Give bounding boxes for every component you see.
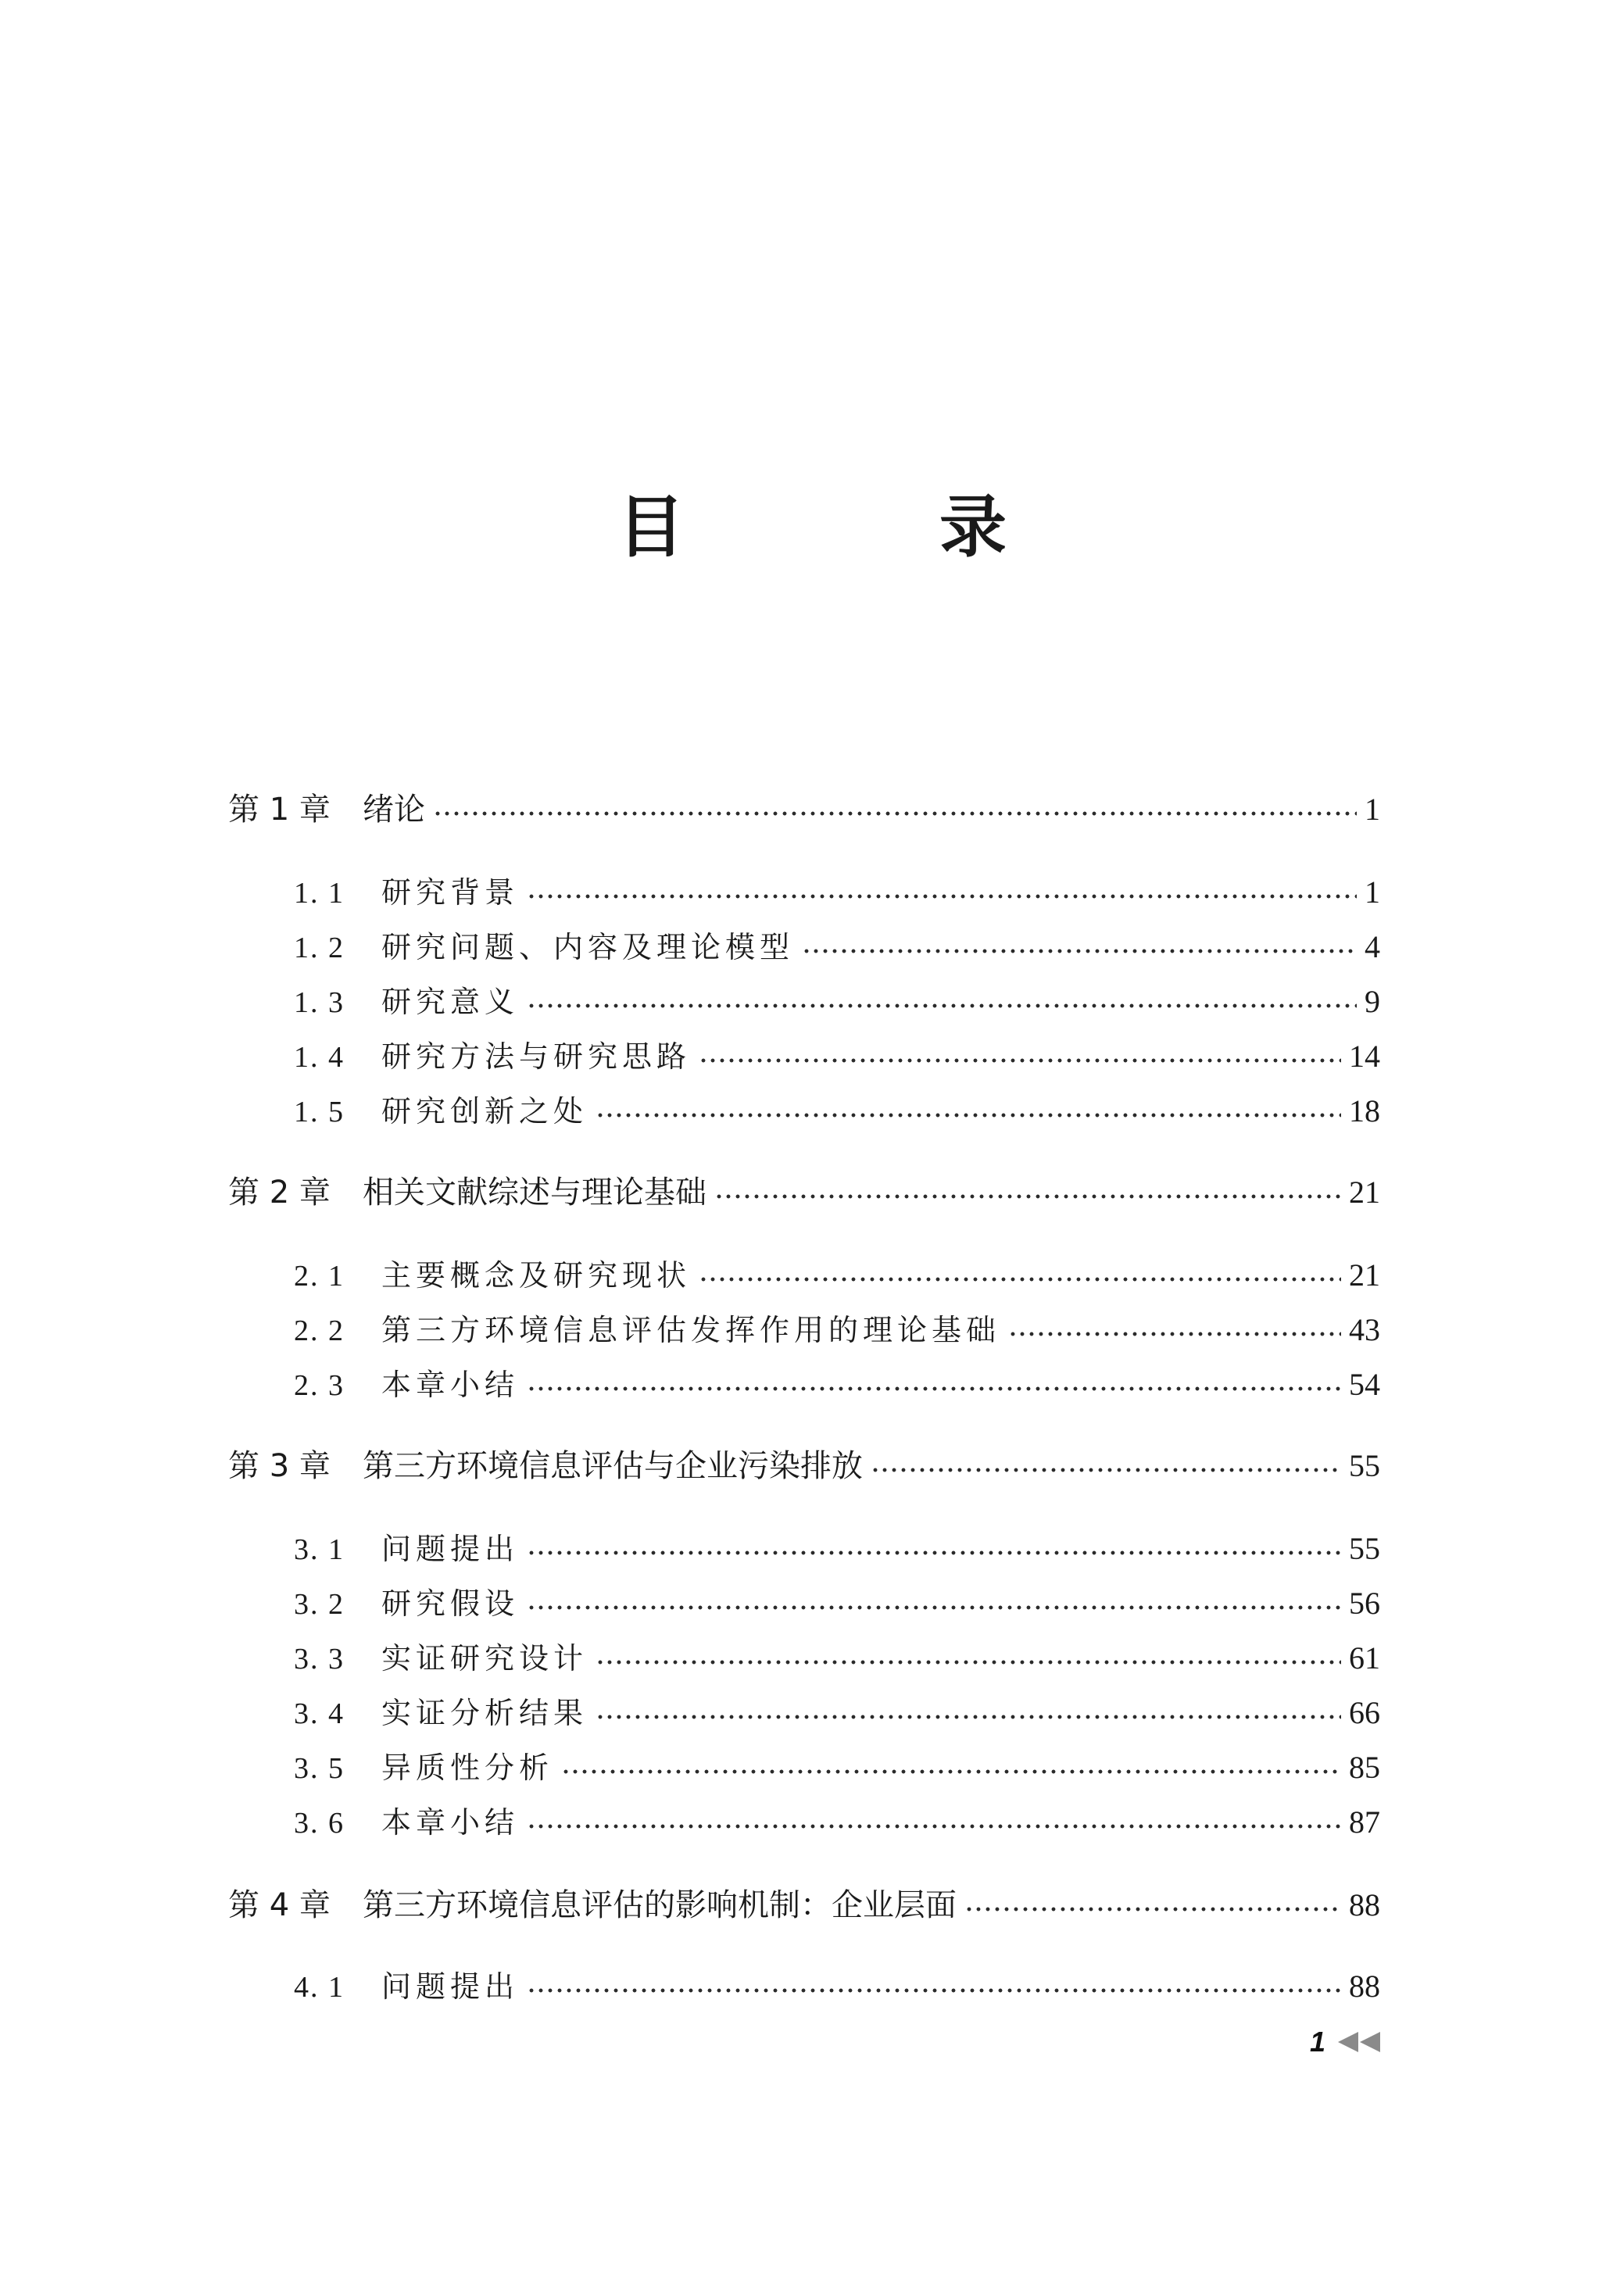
- toc-entry-number: 1. 4: [294, 1041, 345, 1074]
- toc-entry-page: 61: [1349, 1640, 1380, 1676]
- toc-entry-number: 第 2 章: [228, 1175, 331, 1211]
- dot-leader: [596, 1647, 1341, 1670]
- toc-entry-title: 本章小结: [381, 1368, 520, 1402]
- footer-page-number: 1: [1309, 2026, 1325, 2058]
- toc-section-entry: [294, 869, 1380, 916]
- dot-leader: [433, 798, 1357, 821]
- toc-entry-number: 2. 3: [294, 1369, 345, 1402]
- toc-section-entry: [294, 1690, 1380, 1736]
- toc-entry-title: 第三方环境信息评估的影响机制：企业层面: [363, 1887, 957, 1923]
- toc-section-entry: [294, 1361, 1380, 1408]
- toc-entry-title: 研究假设: [381, 1586, 520, 1621]
- dot-leader: [714, 1181, 1341, 1204]
- toc-entry-number: 第 4 章: [228, 1887, 331, 1923]
- toc-entry-page: 21: [1349, 1257, 1380, 1293]
- toc-entry-number: 第 3 章: [228, 1448, 331, 1484]
- toc-entry-title: 本章小结: [381, 1805, 520, 1840]
- toc-entry-number: 3. 3: [294, 1643, 345, 1676]
- toc-section-entry: [294, 1307, 1380, 1354]
- toc-entry-page: 87: [1349, 1804, 1380, 1840]
- dot-leader: [871, 1454, 1341, 1478]
- dot-leader: [596, 1701, 1341, 1725]
- toc-entry-number: 3. 6: [294, 1807, 345, 1840]
- toc-entry-page: 85: [1349, 1750, 1380, 1785]
- toc-entry-title: 主要概念及研究现状: [381, 1258, 692, 1293]
- toc-entry-title: 研究创新之处: [381, 1094, 588, 1128]
- toc-section-entry: [294, 1033, 1380, 1080]
- dot-leader: [527, 1975, 1341, 1998]
- toc-entry-page: 56: [1349, 1586, 1380, 1621]
- toc-entry-title: 第三方环境信息评估与企业污染排放: [363, 1448, 863, 1484]
- toc-entry-page: 54: [1349, 1367, 1380, 1402]
- toc-entry-title: 研究方法与研究思路: [381, 1039, 692, 1074]
- toc-section-entry: [294, 1799, 1380, 1846]
- dot-leader: [699, 1264, 1341, 1287]
- dot-leader: [527, 1373, 1341, 1397]
- toc-entry-number: 3. 2: [294, 1588, 345, 1621]
- toc-chapter-entry: [228, 1882, 1380, 1929]
- toc-entry-number: 1. 2: [294, 932, 345, 964]
- dot-leader: [1008, 1318, 1341, 1342]
- dot-leader: [527, 1537, 1341, 1561]
- toc-entry-page: 1: [1365, 792, 1380, 827]
- dot-leader: [596, 1100, 1341, 1123]
- toc-chapter-entry: [228, 1443, 1380, 1490]
- toc-entry-title: 第三方环境信息评估发挥作用的理论基础: [381, 1313, 1001, 1347]
- toc-entry-page: 55: [1349, 1448, 1380, 1483]
- toc-entry-page: 66: [1349, 1695, 1380, 1730]
- page-footer: [1310, 2026, 1380, 2058]
- toc-entry-title: 问题提出: [381, 1532, 520, 1566]
- toc-entry-number: 2. 1: [294, 1260, 345, 1293]
- toc-entry-title: 实证分析结果: [381, 1696, 588, 1730]
- toc-entry-number: 4. 1: [294, 1971, 345, 2004]
- toc-entry-page: 4: [1365, 929, 1380, 964]
- toc-section-entry: [294, 924, 1380, 971]
- dot-leader: [561, 1756, 1341, 1779]
- toc-entry-title: 绪论: [363, 792, 425, 828]
- toc-entry-page: 18: [1349, 1093, 1380, 1128]
- page-title: 目 录: [617, 488, 1100, 567]
- toc-entry-page: 55: [1349, 1531, 1380, 1566]
- toc-entry-number: 1. 3: [294, 986, 345, 1019]
- toc-entry-page: 1: [1365, 874, 1380, 910]
- toc-entry-number: 2. 2: [294, 1314, 345, 1347]
- toc-section-entry: [294, 1252, 1380, 1299]
- toc-entry-number: 1. 1: [294, 877, 345, 910]
- toc-section-entry: [294, 1744, 1380, 1791]
- dot-leader: [527, 881, 1357, 904]
- toc-entry-title: 异质性分析: [381, 1751, 554, 1785]
- toc-entry-title: 研究问题、内容及理论模型: [381, 930, 795, 964]
- dot-leader: [964, 1894, 1341, 1917]
- toc-entry-title: 研究意义: [381, 985, 520, 1019]
- dot-leader: [527, 1811, 1341, 1834]
- toc-entry-number: 3. 1: [294, 1533, 345, 1566]
- toc-section-entry: [294, 1580, 1380, 1627]
- double-left-triangle-icon: [1336, 2032, 1380, 2052]
- toc-entry-number: 第 1 章: [228, 792, 331, 828]
- toc-entry-number: 3. 4: [294, 1697, 345, 1730]
- toc-entry-title: 研究背景: [381, 875, 520, 910]
- toc-section-entry: [294, 1635, 1380, 1682]
- toc-entry-page: 88: [1349, 1887, 1380, 1922]
- toc-entry-title: 实证研究设计: [381, 1641, 588, 1676]
- dot-leader: [527, 990, 1357, 1014]
- toc-entry-page: 14: [1349, 1039, 1380, 1074]
- dot-leader: [527, 1592, 1341, 1615]
- toc-section-entry: [294, 1088, 1380, 1135]
- toc-entry-page: 43: [1349, 1312, 1380, 1347]
- toc-entry-page: 88: [1349, 1969, 1380, 2004]
- dot-leader: [699, 1045, 1341, 1068]
- toc-section-entry: [294, 1963, 1380, 2010]
- toc-chapter-entry: [228, 786, 1380, 833]
- dot-leader: [802, 935, 1357, 959]
- toc-section-entry: [294, 978, 1380, 1025]
- toc-entry-page: 21: [1349, 1175, 1380, 1210]
- toc-entry-title: 相关文献综述与理论基础: [363, 1175, 706, 1211]
- toc-section-entry: [294, 1525, 1380, 1572]
- toc-entry-page: 9: [1365, 984, 1380, 1019]
- toc-entry-number: 3. 5: [294, 1752, 345, 1785]
- toc-entry-title: 问题提出: [381, 1969, 520, 2004]
- toc-entry-number: 1. 5: [294, 1096, 345, 1128]
- toc-chapter-entry: [228, 1169, 1380, 1216]
